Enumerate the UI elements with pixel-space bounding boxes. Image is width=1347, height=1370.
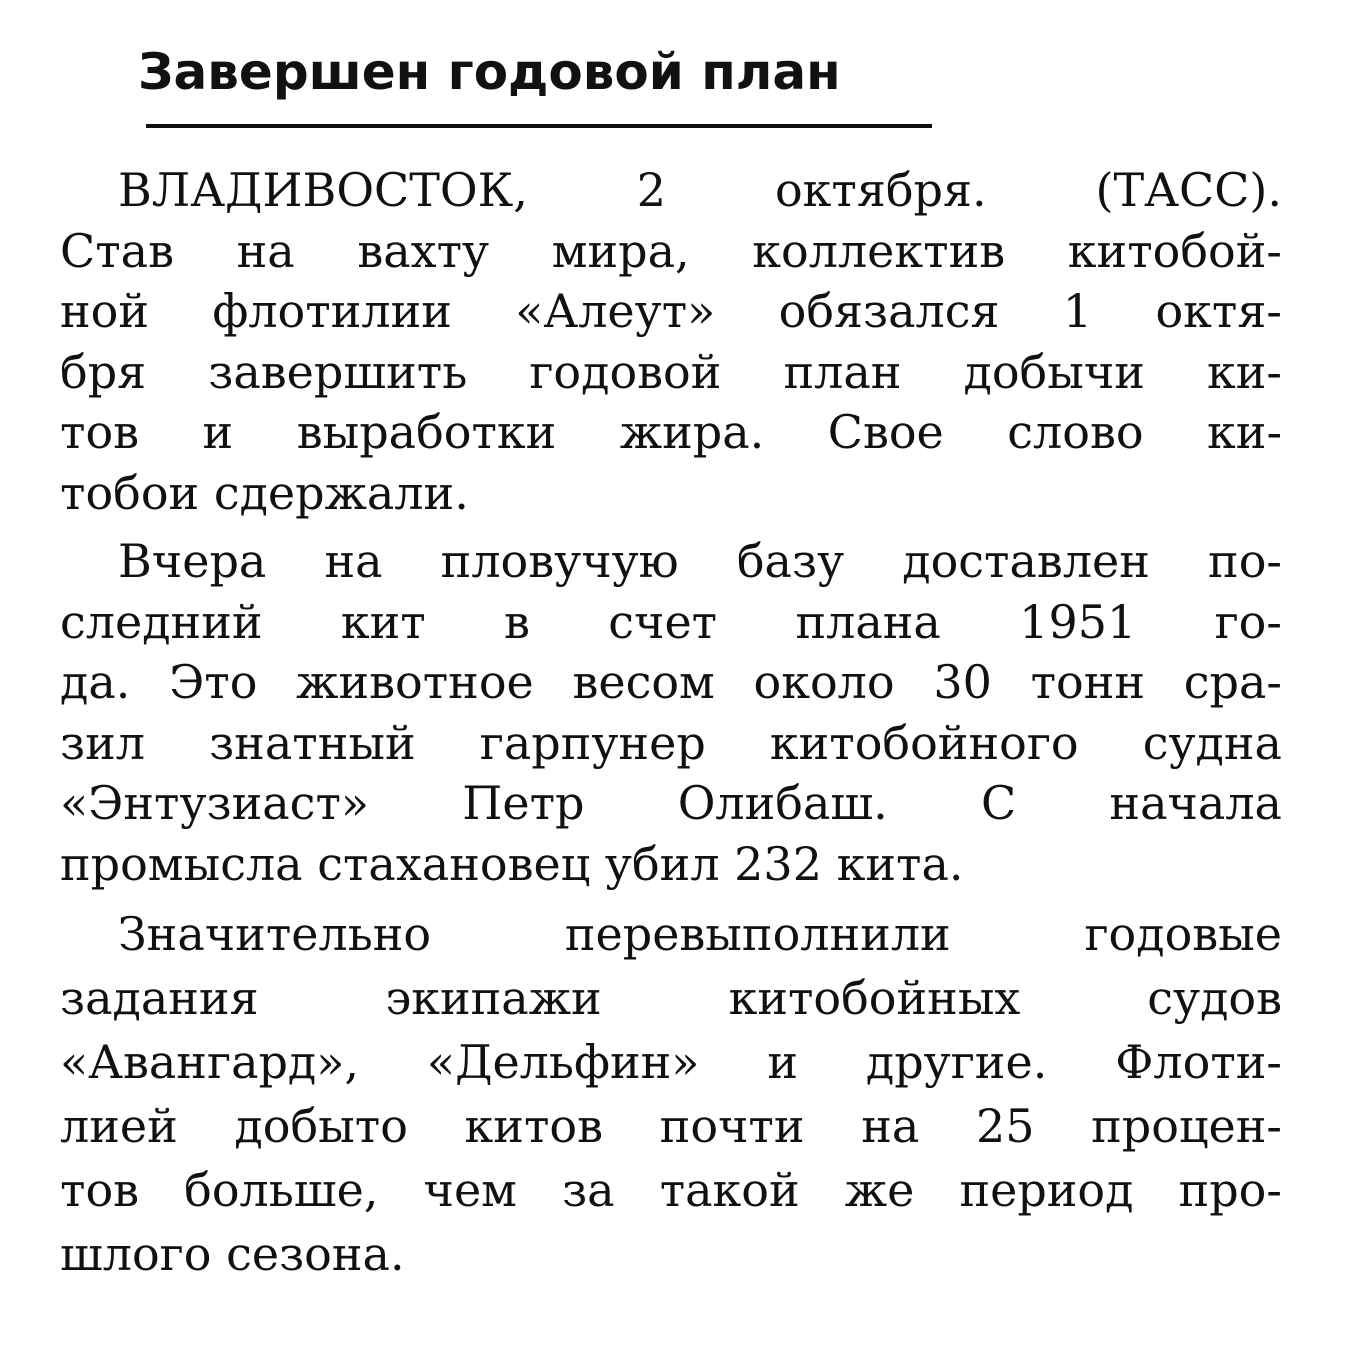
paragraph-1-line-6: тобои сдержали. xyxy=(60,465,469,520)
paragraph-3-line-2: задания экипажи китобойных судов xyxy=(60,971,1282,1025)
paragraph-1 xyxy=(60,160,1282,523)
paragraph-2-line-5: «Энтузиаст» Петр Олибаш. С начала xyxy=(60,776,1282,830)
paragraph-3-line-1: Значительно перевыполнили годовые xyxy=(118,907,1282,961)
article-headline: Завершен годовой план xyxy=(138,43,841,101)
article-body xyxy=(60,160,1282,1286)
paragraph-2-line-6: промысла стахановец убил 232 кита. xyxy=(60,836,964,891)
paragraph-1-line-4: бря завершить годовой план добычи ки- xyxy=(60,344,1282,399)
paragraph-3-line-6: шлого сезона. xyxy=(60,1227,405,1281)
paragraph-3-line-3: «Авангард», «Дельфин» и другие. Флоти- xyxy=(60,1035,1282,1089)
paragraph-1-line-1: ВЛАДИВОСТОК, 2 октября. (ТАСС). xyxy=(118,163,1282,217)
paragraph-2 xyxy=(60,531,1282,894)
paragraph-2-line-4: зил знатный гарпунер китобойного судна xyxy=(60,715,1282,770)
paragraph-1-line-5: тов и выработки жира. Свое слово ки- xyxy=(60,405,1282,459)
paragraph-3 xyxy=(60,902,1282,1286)
headline-rule xyxy=(146,124,932,128)
paragraph-2-line-3: да. Это животное весом около 30 тонн сра- xyxy=(60,655,1282,709)
paragraph-3-line-5: тов больше, чем за такой же период про- xyxy=(60,1163,1282,1217)
paragraph-2-line-2: следний кит в счет плана 1951 го- xyxy=(60,594,1282,649)
paragraph-2-line-1: Вчера на пловучую базу доставлен по- xyxy=(118,534,1282,588)
paragraph-1-line-3: ной флотилии «Алеут» обязался 1 октя- xyxy=(60,284,1282,338)
paragraph-3-line-4: лией добыто китов почти на 25 процен- xyxy=(60,1099,1282,1153)
paragraph-1-line-2: Став на вахту мира, коллектив китобой- xyxy=(60,223,1282,278)
